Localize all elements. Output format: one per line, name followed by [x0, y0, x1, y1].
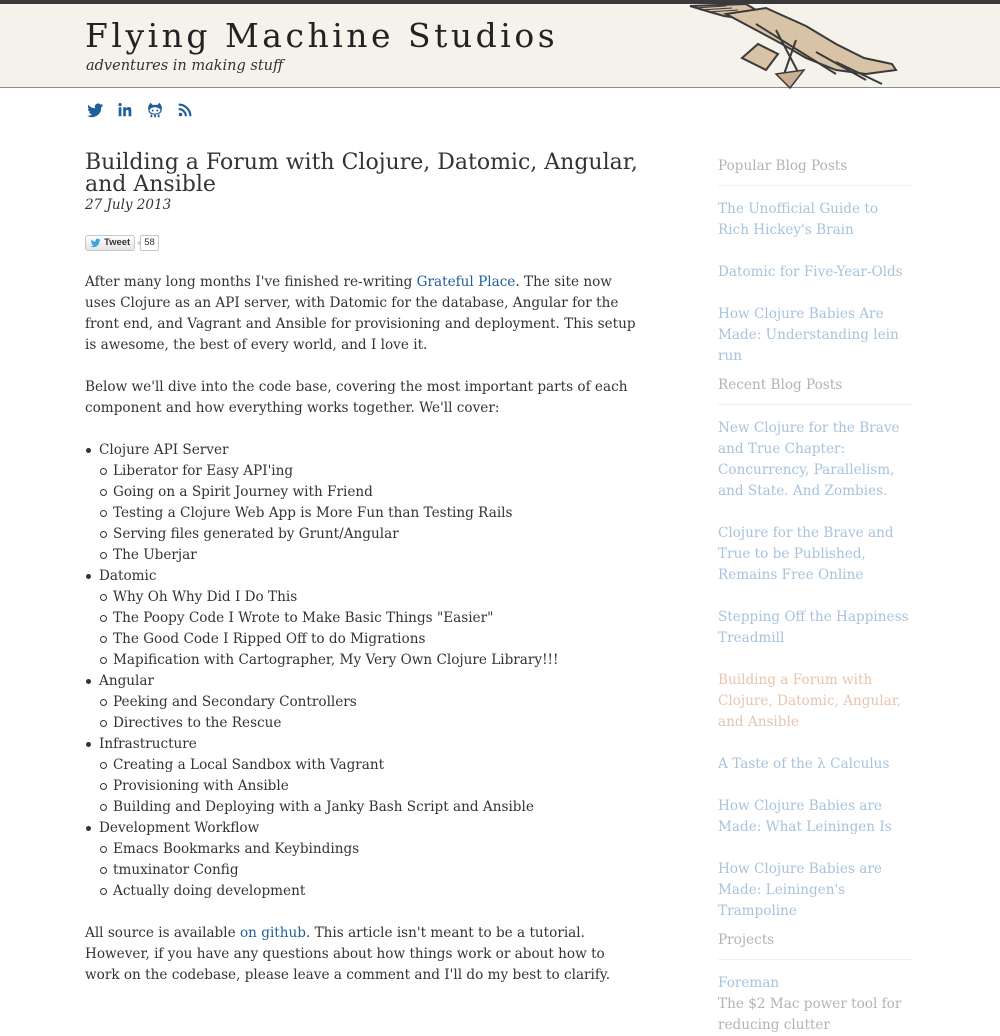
recent-post-link[interactable]: How Clojure Babies are Made: What Leiningen Is [718, 798, 892, 835]
tweet-button[interactable] [85, 235, 135, 251]
table-of-contents [85, 440, 640, 902]
toc-item: The Good Code I Ripped Off to do Migrations [99, 629, 640, 650]
post-title: Building a Forum with Clojure, Datomic, Angular, and Ansible [85, 150, 638, 197]
toc-section [85, 566, 640, 671]
current-post-link[interactable]: Building a Forum with Clojure, Datomic, Angular, and Ansible [718, 672, 902, 730]
site-tagline: adventures in making stuff [86, 58, 284, 74]
toc-item: Mapification with Cartographer, My Very Own Clojure Library!!! [99, 650, 640, 671]
source-paragraph [85, 923, 640, 986]
toc-item: Liberator for Easy API'ing [99, 461, 640, 482]
toc-item: The Poopy Code I Wrote to Make Basic Things "Easier" [99, 608, 640, 629]
tweet-label: Tweet [104, 237, 131, 248]
tweet-count[interactable]: 58 [140, 235, 159, 251]
toc-item: Emacs Bookmarks and Keybindings [99, 839, 640, 860]
toc-section [85, 734, 640, 818]
toc-item: tmuxinator Config [99, 860, 640, 881]
toc-item: The Uberjar [99, 545, 640, 566]
source-text-start: All source is available [85, 925, 240, 941]
toc-section-label: Angular [99, 673, 154, 689]
popular-posts-heading: Popular Blog Posts [718, 156, 913, 186]
toc-item: Building and Deploying with a Janky Bash Script and Ansible [99, 797, 640, 818]
toc-item: Testing a Clojure Web App is More Fun than Testing Rails [99, 503, 640, 524]
toc-section-label: Development Workflow [99, 820, 260, 836]
source-text-end: . This article isn't meant to be a tutorial. However, if you have any questions about how things work or about how to work on the codebase, please leave a comment and I'll do my best to clarify. [85, 925, 611, 983]
tweet-widget [85, 235, 640, 251]
toc-section [85, 671, 640, 734]
toc-item: Creating a Local Sandbox with Vagrant [99, 755, 640, 776]
sidebar [718, 156, 913, 1036]
toc-section-label: Datomic [99, 568, 157, 584]
post-date: 27 July 2013 [85, 197, 172, 213]
social-links [86, 100, 194, 120]
intro-text-end: . The site now uses Clojure as an API server, with Datomic for the database, Angular for the front end, and Vagrant and Ansible for provisioning and deployment. This setup is awesome, the best of every world, and I love it. [85, 274, 636, 353]
site-title[interactable]: Flying Machine Studios [85, 16, 559, 55]
rss-icon[interactable] [176, 101, 194, 119]
github-source-link[interactable]: on github [239, 925, 306, 941]
popular-post-link[interactable]: Datomic for Five-Year-Olds [718, 264, 903, 280]
toc-item: Why Oh Why Did I Do This [99, 587, 640, 608]
toc-item: Actually doing development [99, 881, 640, 902]
toc-section-label: Infrastructure [99, 736, 197, 752]
toc-section [85, 818, 640, 902]
recent-post-link[interactable]: Clojure for the Brave and True to be Published, Remains Free Online [718, 525, 894, 583]
projects-heading: Projects [718, 930, 913, 960]
toc-item: Provisioning with Ansible [99, 776, 640, 797]
site-header [0, 4, 1000, 88]
recent-post-link[interactable]: A Taste of the λ Calculus [718, 756, 890, 772]
recent-posts-heading: Recent Blog Posts [718, 375, 913, 405]
toc-section [85, 440, 640, 566]
toc-item: Directives to the Rescue [99, 713, 640, 734]
twitter-icon[interactable] [86, 101, 104, 119]
toc-section-label: Clojure API Server [99, 442, 229, 458]
grateful-place-link[interactable]: Grateful Place [416, 274, 516, 290]
recent-post-link[interactable]: Stepping Off the Happiness Treadmill [718, 609, 909, 646]
intro-text-start: After many long months I've finished re-writing [85, 274, 417, 290]
twitter-bird-icon [90, 238, 101, 248]
toc-item: Peeking and Secondary Controllers [99, 692, 640, 713]
project-link-foreman[interactable]: Foreman [718, 975, 780, 991]
popular-post-link[interactable]: How Clojure Babies Are Made: Understanding lein run [718, 306, 899, 364]
overview-paragraph: Below we'll dive into the code base, covering the most important parts of each component and how everything works together. We'll cover: [85, 379, 628, 416]
recent-post-link[interactable]: How Clojure Babies are Made: Leiningen's Trampoline [718, 861, 882, 919]
blog-post [85, 152, 640, 986]
github-icon[interactable] [146, 101, 164, 119]
flying-machine-illustration [686, 0, 906, 92]
toc-item: Going on a Spirit Journey with Friend [99, 482, 640, 503]
project-description: The $2 Mac power tool for reducing clutter [718, 996, 902, 1033]
intro-paragraph [85, 272, 640, 356]
linkedin-icon[interactable] [116, 101, 134, 119]
toc-item: Serving files generated by Grunt/Angular [99, 524, 640, 545]
recent-post-link[interactable]: New Clojure for the Brave and True Chapter: Concurrency, Parallelism, and State. And Zombies. [718, 420, 900, 499]
popular-post-link[interactable]: The Unofficial Guide to Rich Hickey's Brain [718, 201, 878, 238]
